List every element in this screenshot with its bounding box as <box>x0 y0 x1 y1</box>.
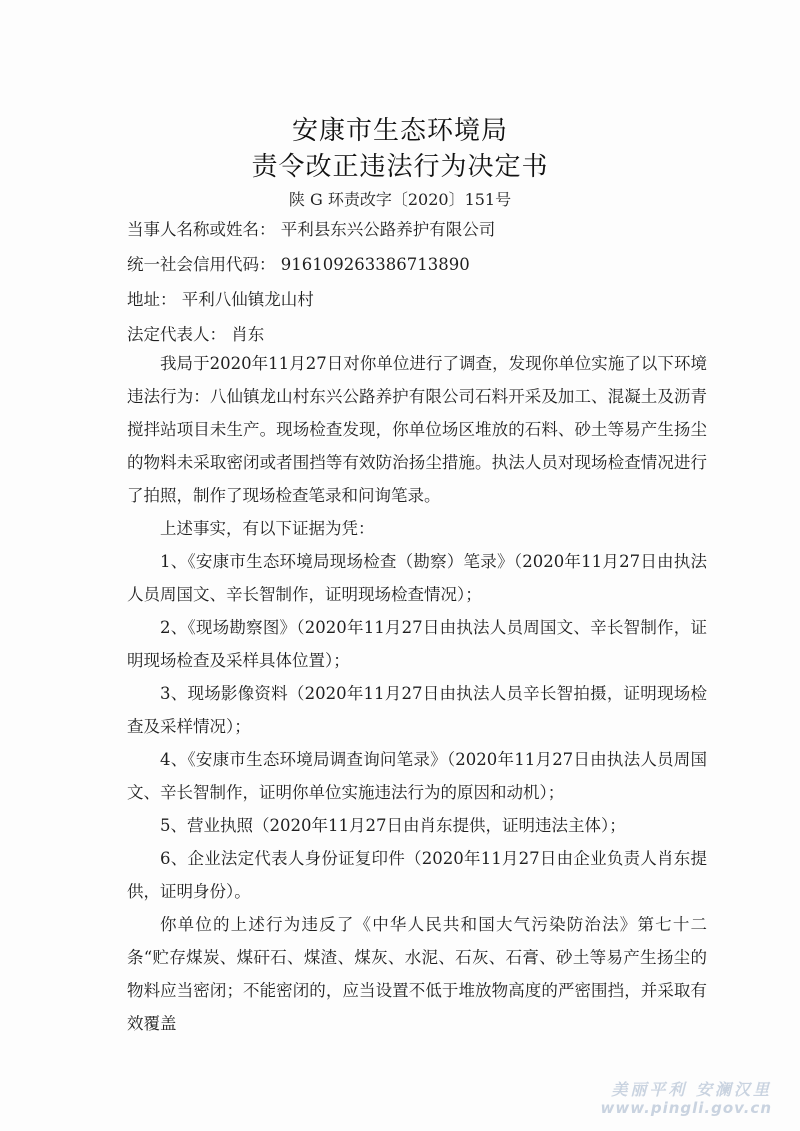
evidence-item: 4、《安康市生态环境局调查询问笔录》（2020年11月27日由执法人员周国文、辛长智制作，证明你单位实施违法行为的原因和动机）； <box>127 750 707 802</box>
watermark-slogan: 美丽平利 安澜汉里 <box>611 1080 772 1099</box>
evidence-item: 3、现场影像资料（2020年11月27日由执法人员辛长智拍摄，证明现场检查及采样情况）； <box>127 684 707 736</box>
party-legal-representative: 法定代表人： 肖东 <box>127 325 265 344</box>
document-title: 责令改正违法行为决定书 <box>251 152 549 182</box>
evidence-intro: 上述事实，有以下证据为凭： <box>160 519 375 538</box>
fact-paragraph: 我局于2020年11月27日对你单位进行了调查，发现你单位实施了以下环境违法行为：八仙镇龙山村东兴公路养护有限公司石料开采及加工、混凝土及沥青搅拌站项目未生产。现场检查发现，你单位场区堆放的石料、砂土等易产生扬尘的物料未采取密闭或者围挡等有效防治扬尘措施。执法人员对现场检查情况进行了拍照，制作了现场检查笔录和问询笔录。 <box>127 354 707 505</box>
evidence-item: 5、营业执照（2020年11月27日由肖东提供，证明违法主体）； <box>160 816 626 835</box>
evidence-item: 1、《安康市生态环境局现场检查（勘察）笔录》（2020年11月27日由执法人员周国文、辛长智制作，证明现场检查情况）； <box>127 552 707 604</box>
party-address: 地址： 平利八仙镇龙山村 <box>127 290 314 309</box>
evidence-item: 2、《现场勘察图》（2020年11月27日由执法人员周国文、辛长智制作，证明现场检查及采样具体位置）； <box>127 618 707 670</box>
violation-paragraph: 你单位的上述行为违反了《中华人民共和国大气污染防治法》第七十二条“贮存煤炭、煤矸石、煤渣、煤灰、水泥、石灰、石膏、砂土等易产生扬尘的物料应当密闭；不能密闭的，应当设置不低于堆放物高度的严密围挡，并采取有效覆盖 <box>127 915 707 1033</box>
watermark-url: www.pingli.gov.cn <box>600 1099 772 1117</box>
party-name: 当事人名称或姓名： 平利县东兴公路养护有限公司 <box>127 220 496 239</box>
document-title-agency: 安康市生态环境局 <box>291 116 508 146</box>
document-number: 陕 G 环责改字〔2020〕151号 <box>288 190 512 209</box>
party-credit-code: 统一社会信用代码： 916109263386713890 <box>127 255 470 274</box>
evidence-item: 6、企业法定代表人身份证复印件（2020年11月27日由企业负责人肖东提供，证明身份）。 <box>127 849 707 901</box>
document-body <box>127 347 707 1040</box>
